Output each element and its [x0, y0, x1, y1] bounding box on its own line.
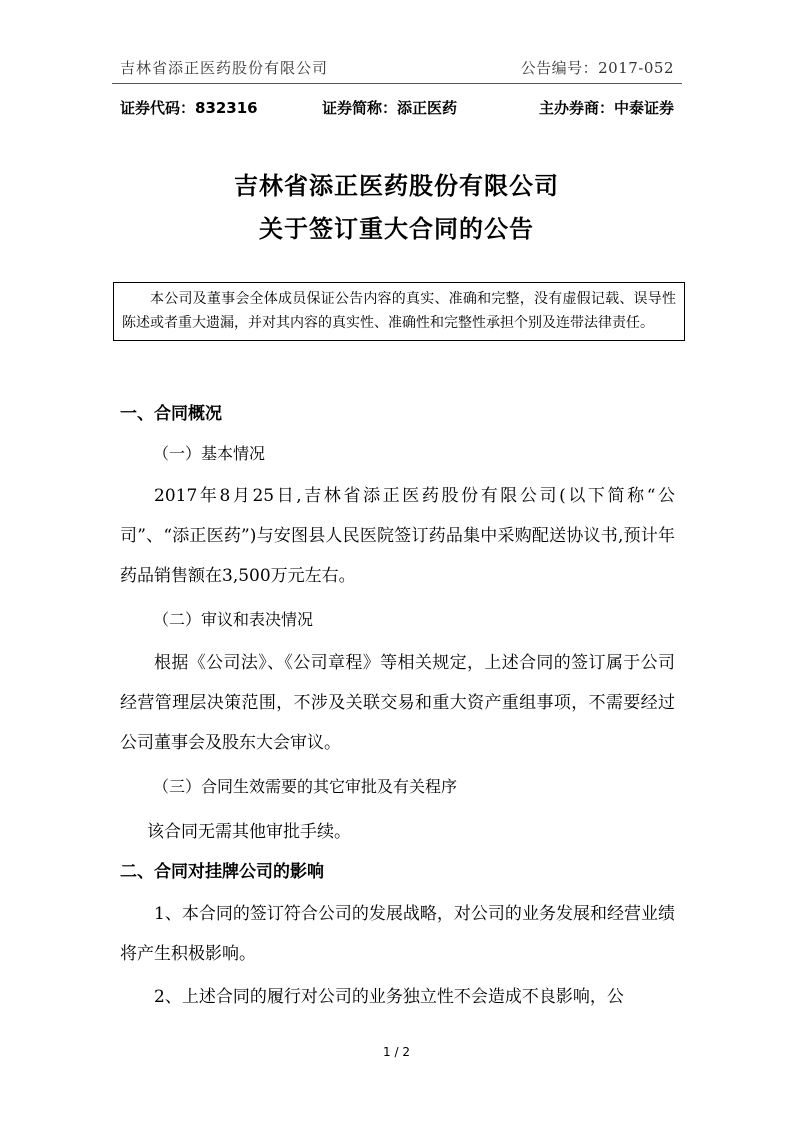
securities-broker: 主办券商：中泰证券 [538, 99, 674, 117]
securities-short-name: 证券简称：添正医药 [322, 99, 458, 117]
title-line-2: 关于签订重大合同的公告 [259, 215, 534, 243]
section-1-sub-1: （一）基本情况 [153, 444, 266, 463]
section-2-para-2: 2、上述合同的履行对公司的业务独立性不会造成不良影响，公 [154, 987, 624, 1007]
section-1-heading: 一、合同概况 [120, 404, 222, 424]
header-notice-number: 公告编号：2017-052 [520, 59, 674, 77]
responsibility-notice-box: 本公司及董事会全体成员保证公告内容的真实、准确和完整，没有虚假记载、误导性陈述或者重大遗漏，并对其内容的真实性、准确性和完整性承担个别及连带法律责任。 [113, 282, 685, 341]
section-1-para-1: 2017年8月25日,吉林省添正医药股份有限公司(以下简称“公司”、“添正医药”)与安图县人民医院签订药品集中采购配送协议书,预计年药品销售额在3,500万元左右。 [120, 486, 675, 586]
section-2-para-1: 1、本合同的签订符合公司的发展战略，对公司的业务发展和经营业绩将产生积极影响。 [120, 904, 675, 964]
title-line-1: 吉林省添正医药股份有限公司 [234, 172, 559, 200]
page-number: 1 / 2 [383, 1045, 410, 1059]
section-1-para-3: 该合同无需其他审批手续。 [147, 822, 351, 842]
header-divider [112, 83, 682, 84]
section-1-sub-2: （二）审议和表决情况 [153, 610, 314, 629]
section-1-para-2: 根据《公司法》、《公司章程》等相关规定，上述合同的签订属于公司经营管理层决策范围，不涉及关联交易和重大资产重组事项，不需要经过公司董事会及股东大会审议。 [120, 653, 675, 753]
securities-code: 证券代码：832316 [120, 99, 258, 117]
header-company: 吉林省添正医药股份有限公司 [120, 59, 329, 77]
section-1-sub-3: （三）合同生效需要的其它审批及有关程序 [153, 777, 458, 796]
section-2-heading: 二、合同对挂牌公司的影响 [120, 862, 324, 882]
